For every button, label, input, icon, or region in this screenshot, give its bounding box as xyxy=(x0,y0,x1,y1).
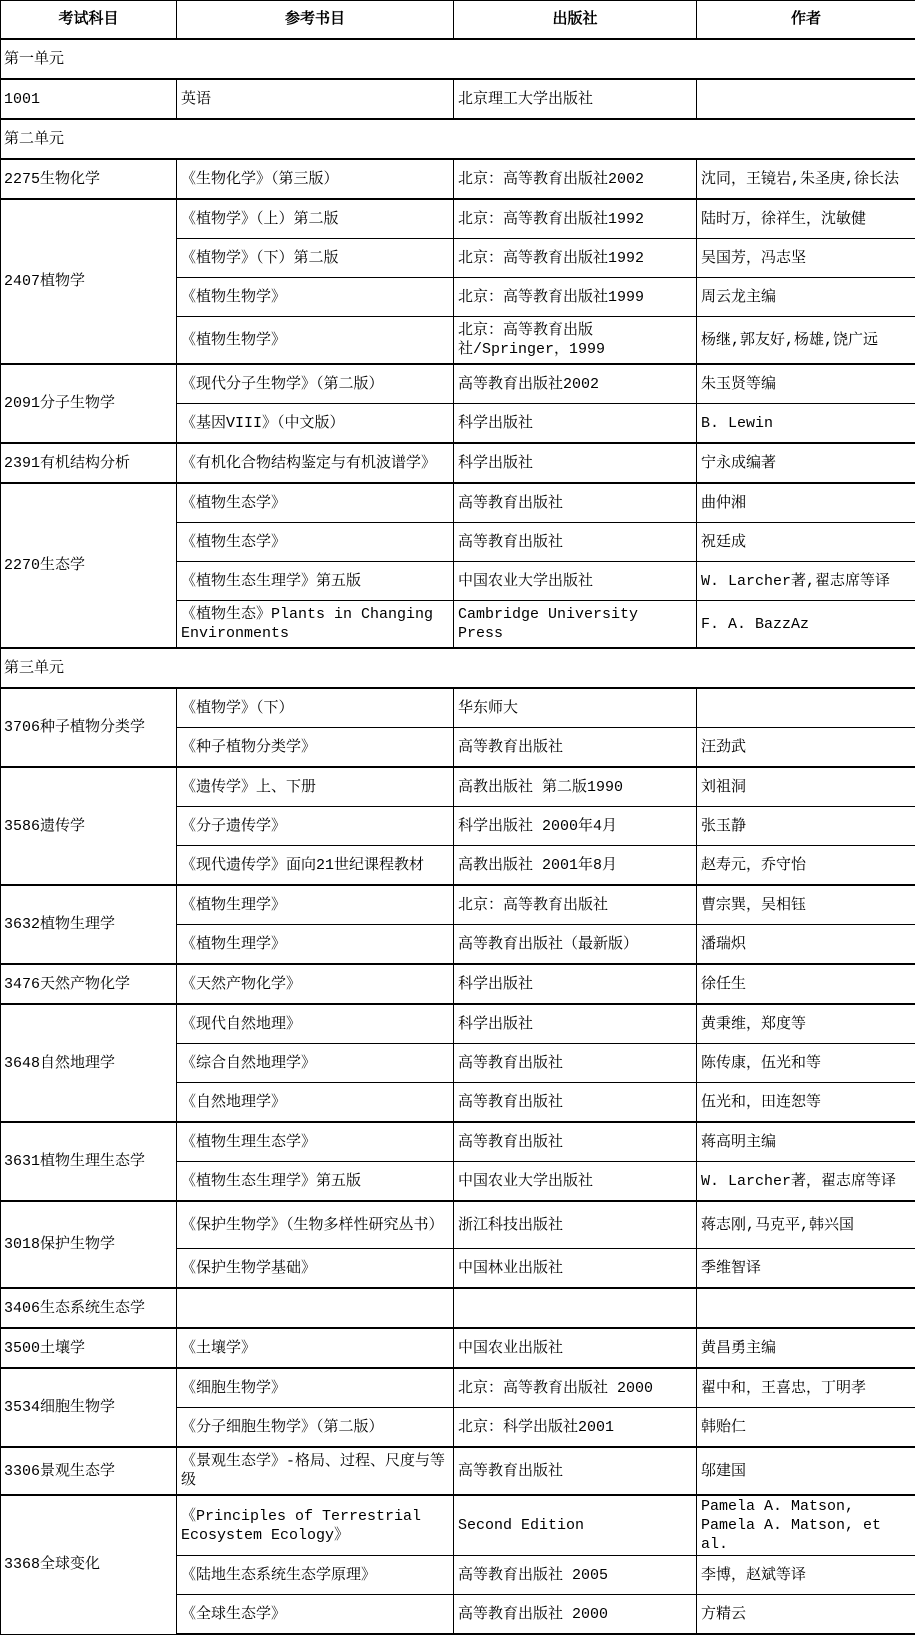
table-row xyxy=(1,1288,915,1328)
book-title-cell: 《植物生理生态学》 xyxy=(177,1122,454,1162)
book-title-cell: 《景观生态学》-格局、过程、尺度与等级 xyxy=(177,1447,454,1495)
book-title-cell: 《植物学》（下） xyxy=(177,688,454,728)
publisher-cell: 中国农业出版社 xyxy=(454,1328,697,1368)
table-row xyxy=(1,483,915,523)
author-cell: 祝廷成 xyxy=(697,523,915,562)
author-cell: 潘瑞炽 xyxy=(697,925,915,965)
section-title: 第三单元 xyxy=(1,648,915,688)
publisher-cell: 北京理工大学出版社 xyxy=(454,79,697,119)
book-title-cell: 《自然地理学》 xyxy=(177,1083,454,1123)
table-row xyxy=(1,1004,915,1044)
publisher-cell: 高等教育出版社 2005 xyxy=(454,1556,697,1595)
author-cell: 陈传康，伍光和等 xyxy=(697,1044,915,1083)
subject-cell: 3406生态系统生态学 xyxy=(1,1288,177,1328)
book-title-cell: 《遗传学》上、下册 xyxy=(177,767,454,807)
table-row xyxy=(1,1495,915,1556)
author-cell: 黄昌勇主编 xyxy=(697,1328,915,1368)
publisher-cell: Cambridge University Press xyxy=(454,601,697,649)
book-title-cell: 《现代分子生物学》（第二版） xyxy=(177,364,454,404)
table-row xyxy=(1,443,915,483)
author-cell: Pamela A. Matson, Pamela A. Matson, et al. xyxy=(697,1495,915,1556)
book-title-cell: 《植物生态学》 xyxy=(177,483,454,523)
header-cell-author: 作者 xyxy=(697,1,915,40)
book-title-cell: 《植物生态》Plants in Changing Environments xyxy=(177,601,454,649)
subject-cell: 2275生物化学 xyxy=(1,159,177,199)
book-title-cell: 《陆地生态系统生态学原理》 xyxy=(177,1556,454,1595)
author-cell: 陆时万，徐祥生，沈敏健 xyxy=(697,199,915,239)
table-row xyxy=(1,1368,915,1408)
author-cell: 赵寿元，乔守怡 xyxy=(697,846,915,886)
publisher-cell: 北京：高等教育出版社1992 xyxy=(454,199,697,239)
table-row xyxy=(1,964,915,1004)
book-title-cell: 《有机化合物结构鉴定与有机波谱学》 xyxy=(177,443,454,483)
publisher-cell xyxy=(454,1288,697,1328)
publisher-cell: 高等教育出版社2002 xyxy=(454,364,697,404)
publisher-cell: 高教出版社 2001年8月 xyxy=(454,846,697,886)
publisher-cell: Second Edition xyxy=(454,1495,697,1556)
publisher-cell: 科学出版社 xyxy=(454,404,697,444)
table-header-row xyxy=(1,1,915,40)
subject-cell: 2091分子生物学 xyxy=(1,364,177,443)
subject-cell: 3534细胞生物学 xyxy=(1,1368,177,1447)
table-row xyxy=(1,1201,915,1249)
author-cell: 杨继,郭友好,杨雄,饶广远 xyxy=(697,317,915,365)
table-row xyxy=(1,767,915,807)
subject-cell: 2407植物学 xyxy=(1,199,177,364)
header-cell-publisher: 出版社 xyxy=(454,1,697,40)
section-title: 第二单元 xyxy=(1,119,915,159)
book-title-cell xyxy=(177,1288,454,1328)
publisher-cell: 浙江科技出版社 xyxy=(454,1201,697,1249)
table-row xyxy=(1,885,915,925)
publisher-cell: 科学出版社 xyxy=(454,1004,697,1044)
section-title: 第一单元 xyxy=(1,39,915,79)
publisher-cell: 北京：高等教育出版社1999 xyxy=(454,278,697,317)
subject-cell: 1001 xyxy=(1,79,177,119)
publisher-cell: 高等教育出版社 xyxy=(454,1447,697,1495)
publisher-cell: 高教出版社 第二版1990 xyxy=(454,767,697,807)
publisher-cell: 中国林业出版社 xyxy=(454,1249,697,1289)
publisher-cell: 高等教育出版社 xyxy=(454,1083,697,1123)
author-cell: 曹宗巽，吴相钰 xyxy=(697,885,915,925)
book-title-cell: 《保护生物学基础》 xyxy=(177,1249,454,1289)
table-row xyxy=(1,199,915,239)
publisher-cell: 中国农业大学出版社 xyxy=(454,562,697,601)
author-cell: 朱玉贤等编 xyxy=(697,364,915,404)
subject-cell: 3476天然产物化学 xyxy=(1,964,177,1004)
book-title-cell: 《全球生态学》 xyxy=(177,1595,454,1635)
author-cell: 曲仲湘 xyxy=(697,483,915,523)
publisher-cell: 高等教育出版社 2000 xyxy=(454,1595,697,1635)
author-cell: B. Lewin xyxy=(697,404,915,444)
publisher-cell: 高等教育出版社 xyxy=(454,1122,697,1162)
author-cell: 徐任生 xyxy=(697,964,915,1004)
subject-cell: 2391有机结构分析 xyxy=(1,443,177,483)
publisher-cell: 北京：高等教育出版社/Springer，1999 xyxy=(454,317,697,365)
author-cell xyxy=(697,79,915,119)
subject-cell: 3706种子植物分类学 xyxy=(1,688,177,767)
book-title-cell: 《植物生理学》 xyxy=(177,925,454,965)
header-cell-exam-subject: 考试科目 xyxy=(1,1,177,40)
book-title-cell: 《植物生态学》 xyxy=(177,523,454,562)
publisher-cell: 北京：高等教育出版社 2000 xyxy=(454,1368,697,1408)
publisher-cell: 北京：高等教育出版社 xyxy=(454,885,697,925)
subject-cell: 3586遗传学 xyxy=(1,767,177,885)
author-cell: 黄秉维，郑度等 xyxy=(697,1004,915,1044)
publisher-cell: 北京：科学出版社2001 xyxy=(454,1408,697,1448)
book-title-cell: 《分子遗传学》 xyxy=(177,807,454,846)
book-title-cell: 英语 xyxy=(177,79,454,119)
publisher-cell: 高等教育出版社（最新版） xyxy=(454,925,697,965)
subject-cell: 3368全球变化 xyxy=(1,1495,177,1634)
subject-cell: 3500土壤学 xyxy=(1,1328,177,1368)
author-cell: 刘祖洞 xyxy=(697,767,915,807)
author-cell: W. Larcher著,翟志席等译 xyxy=(697,562,915,601)
book-title-cell: 《种子植物分类学》 xyxy=(177,728,454,768)
table-row xyxy=(1,364,915,404)
book-title-cell: 《生物化学》（第三版） xyxy=(177,159,454,199)
author-cell: 周云龙主编 xyxy=(697,278,915,317)
book-title-cell: 《土壤学》 xyxy=(177,1328,454,1368)
book-title-cell: 《分子细胞生物学》（第二版） xyxy=(177,1408,454,1448)
section-row-unit3 xyxy=(1,648,915,688)
publisher-cell: 北京：高等教育出版社2002 xyxy=(454,159,697,199)
table-row xyxy=(1,1122,915,1162)
publisher-cell: 科学出版社 2000年4月 xyxy=(454,807,697,846)
table-row xyxy=(1,688,915,728)
author-cell: 宁永成编著 xyxy=(697,443,915,483)
subject-cell: 3306景观生态学 xyxy=(1,1447,177,1495)
author-cell: 蒋高明主编 xyxy=(697,1122,915,1162)
subject-cell: 3631植物生理生态学 xyxy=(1,1122,177,1201)
book-title-cell: 《植物学》（下）第二版 xyxy=(177,239,454,278)
header-cell-reference-books: 参考书目 xyxy=(177,1,454,40)
book-title-cell: 《基因VIII》（中文版） xyxy=(177,404,454,444)
publisher-cell: 高等教育出版社 xyxy=(454,728,697,768)
table-row xyxy=(1,1447,915,1495)
book-title-cell: 《Principles of Terrestrial Ecosystem Ecology》 xyxy=(177,1495,454,1556)
publisher-cell: 高等教育出版社 xyxy=(454,523,697,562)
book-title-cell: 《植物生态生理学》第五版 xyxy=(177,562,454,601)
author-cell: 韩贻仁 xyxy=(697,1408,915,1448)
book-title-cell: 《植物学》（上）第二版 xyxy=(177,199,454,239)
book-title-cell: 《植物生理学》 xyxy=(177,885,454,925)
book-title-cell: 《综合自然地理学》 xyxy=(177,1044,454,1083)
book-title-cell: 《植物生物学》 xyxy=(177,317,454,365)
publisher-cell: 华东师大 xyxy=(454,688,697,728)
author-cell: 汪劲武 xyxy=(697,728,915,768)
publisher-cell: 科学出版社 xyxy=(454,443,697,483)
section-row-unit1 xyxy=(1,39,915,79)
section-row-unit2 xyxy=(1,119,915,159)
author-cell: 吴国芳，冯志坚 xyxy=(697,239,915,278)
book-title-cell: 《保护生物学》（生物多样性研究丛书） xyxy=(177,1201,454,1249)
publisher-cell: 科学出版社 xyxy=(454,964,697,1004)
book-title-cell: 《植物生物学》 xyxy=(177,278,454,317)
author-cell xyxy=(697,688,915,728)
book-title-cell: 《现代遗传学》面向21世纪课程教材 xyxy=(177,846,454,886)
table-row xyxy=(1,79,915,119)
author-cell: 邬建国 xyxy=(697,1447,915,1495)
author-cell xyxy=(697,1288,915,1328)
author-cell: 沈同，王镜岩,朱圣庚,徐长法 xyxy=(697,159,915,199)
book-title-cell: 《植物生态生理学》第五版 xyxy=(177,1162,454,1202)
author-cell: 翟中和，王喜忠，丁明孝 xyxy=(697,1368,915,1408)
book-title-cell: 《天然产物化学》 xyxy=(177,964,454,1004)
author-cell: 李博，赵斌等译 xyxy=(697,1556,915,1595)
author-cell: 季维智译 xyxy=(697,1249,915,1289)
publisher-cell: 中国农业大学出版社 xyxy=(454,1162,697,1202)
author-cell: 方精云 xyxy=(697,1595,915,1635)
subject-cell: 2270生态学 xyxy=(1,483,177,648)
subject-cell: 3648自然地理学 xyxy=(1,1004,177,1122)
author-cell: 伍光和，田连恕等 xyxy=(697,1083,915,1123)
subject-cell: 3018保护生物学 xyxy=(1,1201,177,1288)
subject-cell: 3632植物生理学 xyxy=(1,885,177,964)
author-cell: 蒋志刚,马克平,韩兴国 xyxy=(697,1201,915,1249)
publisher-cell: 高等教育出版社 xyxy=(454,1044,697,1083)
author-cell: 张玉静 xyxy=(697,807,915,846)
book-title-cell: 《现代自然地理》 xyxy=(177,1004,454,1044)
publisher-cell: 北京：高等教育出版社1992 xyxy=(454,239,697,278)
table-row xyxy=(1,1328,915,1368)
publisher-cell: 高等教育出版社 xyxy=(454,483,697,523)
author-cell: F. A. BazzAz xyxy=(697,601,915,649)
book-title-cell: 《细胞生物学》 xyxy=(177,1368,454,1408)
author-cell: W. Larcher著，翟志席等译 xyxy=(697,1162,915,1202)
table-row xyxy=(1,159,915,199)
